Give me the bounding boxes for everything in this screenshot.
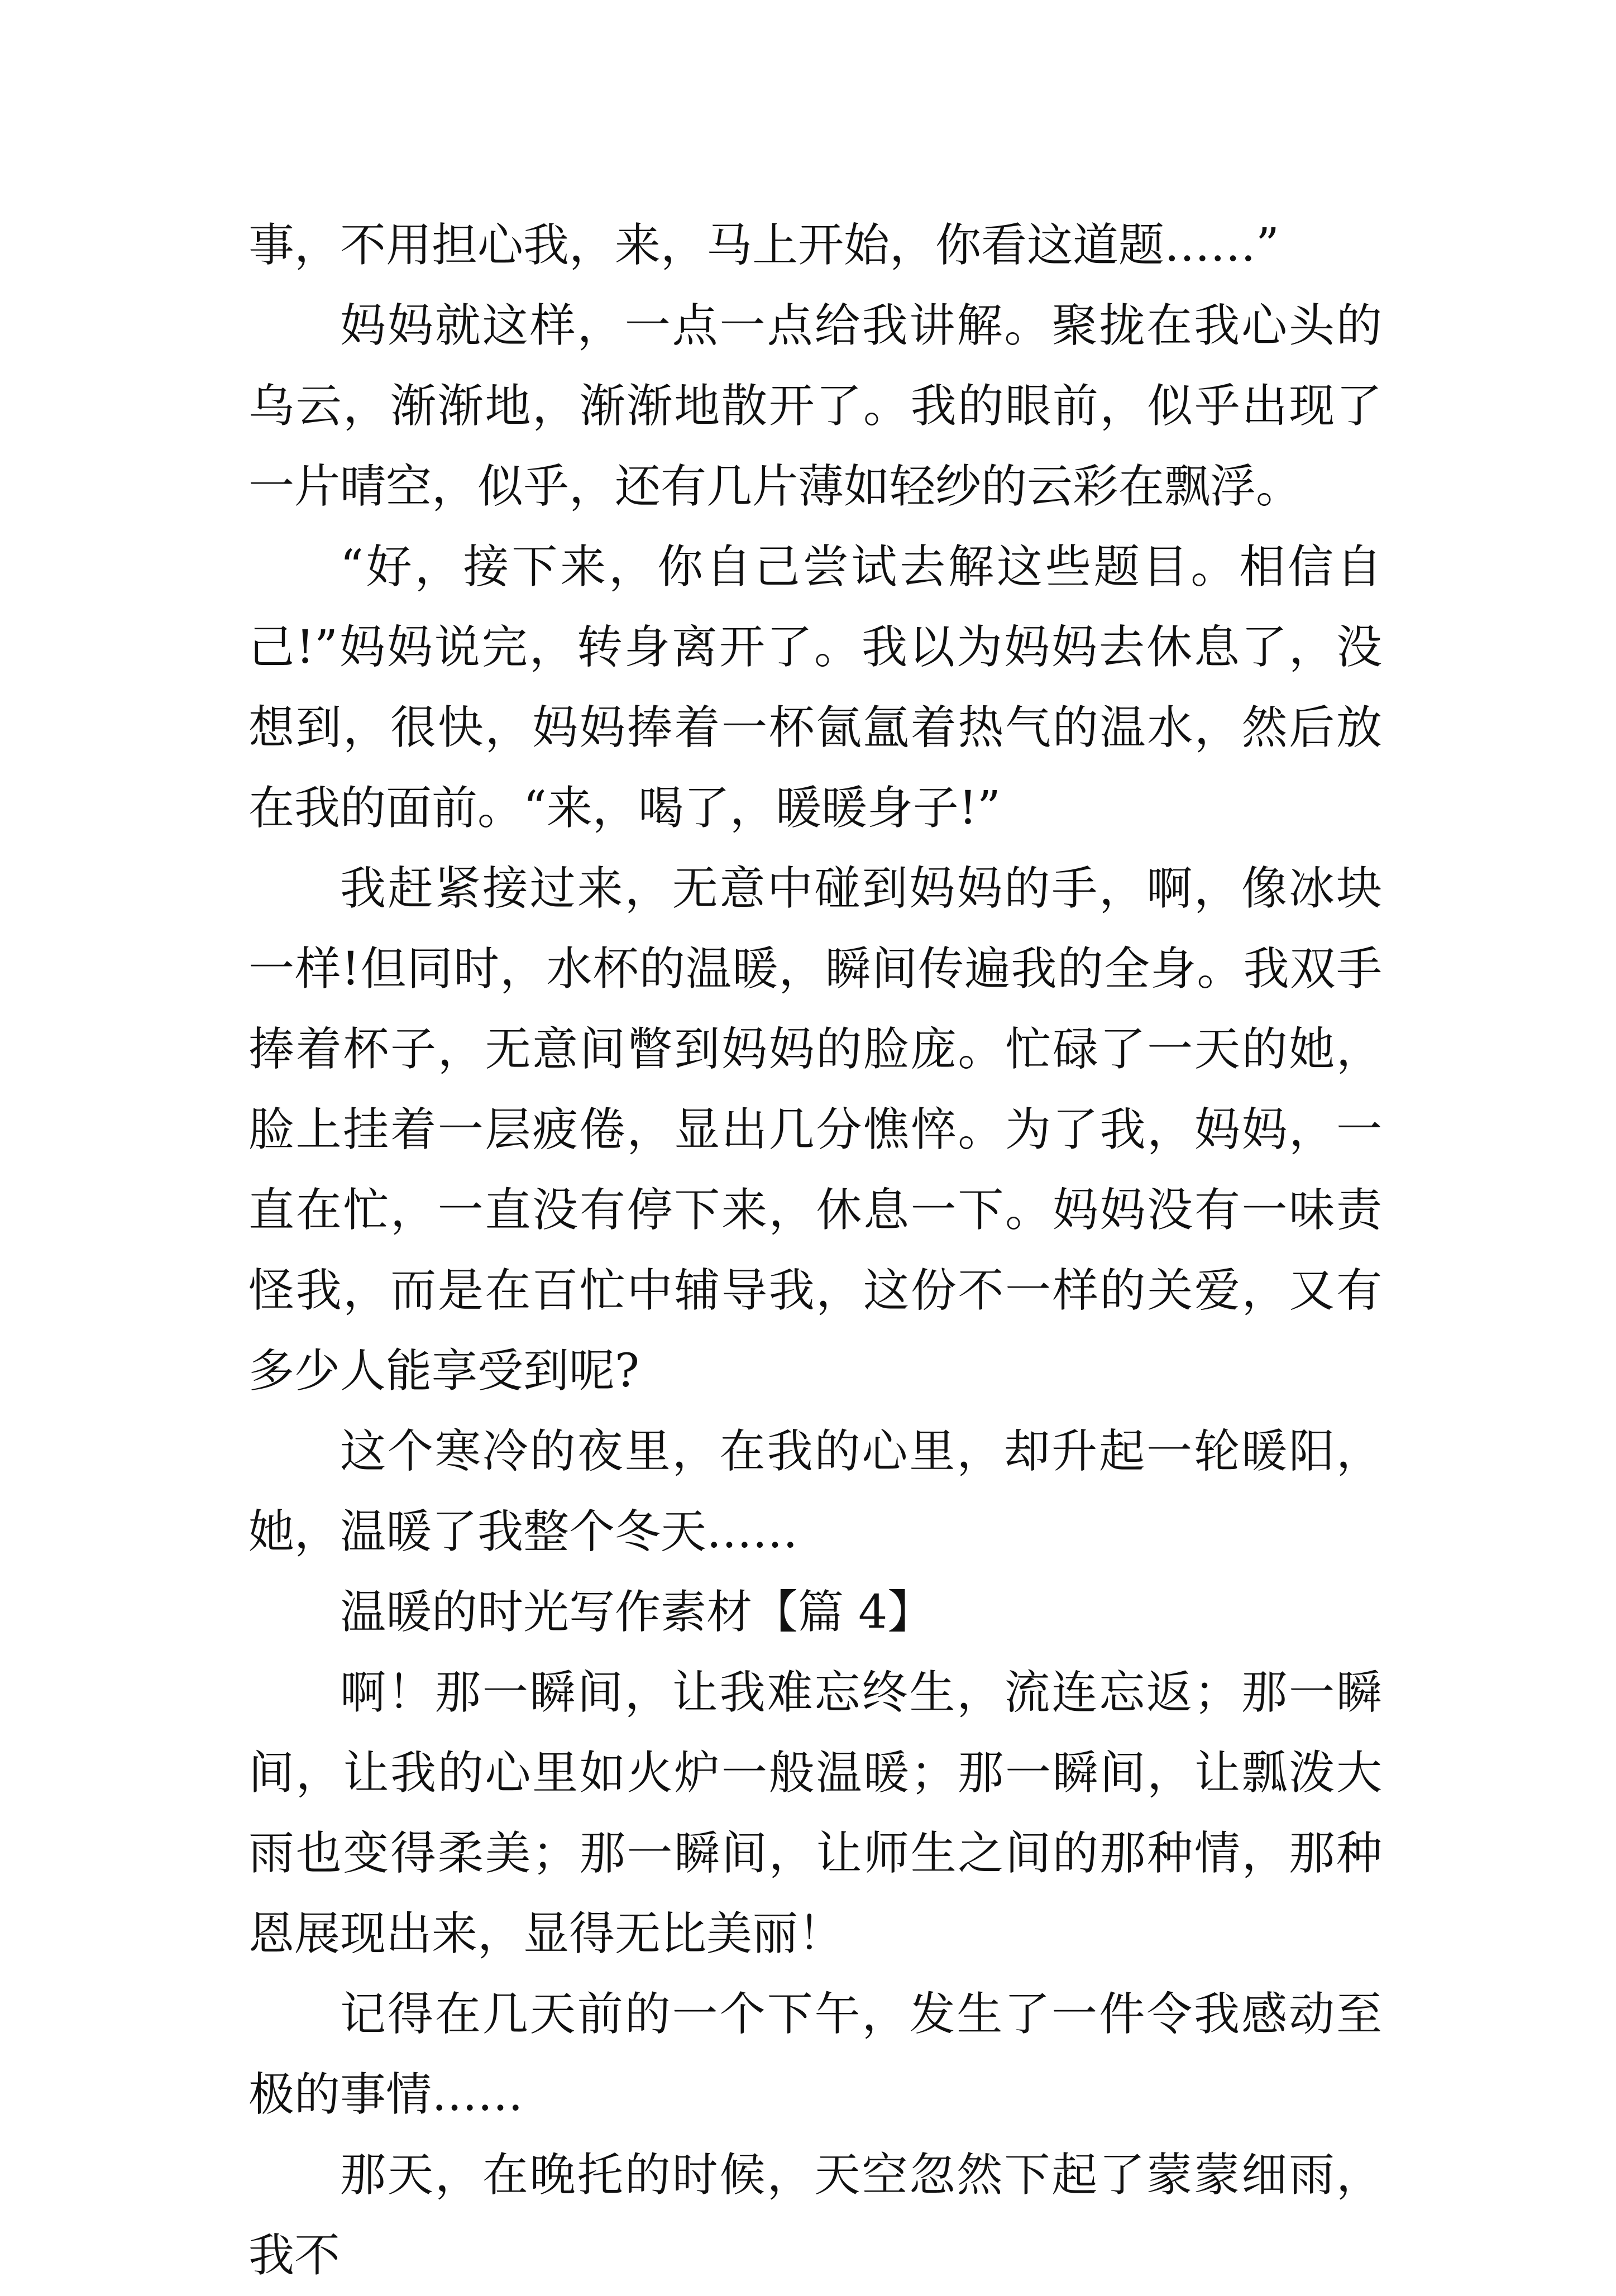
paragraph: 这个寒冷的夜里，在我的心里，却升起一轮暖阳，她，温暖了我整个冬天……: [248, 1425, 1382, 1558]
paragraph: 我赶紧接过来，无意中碰到妈妈的手，啊，像冰块一样!但同时，水杯的温暖，瞬间传遍我的全身。我双手捧着杯子，无意间瞥到妈妈的脸庞。忙碌了一天的她，脸上挂着一层疲倦，显出几分憔悴。为了我，妈妈，一直在忙，一直没有停下来，休息一下。妈妈没有一味责怪我，而是在百忙中辅导我，这份不一样的关爱，又有多少人能享受到呢?: [248, 862, 1382, 1398]
section-heading: 温暖的时光写作素材【篇 4】: [340, 1586, 934, 1639]
paragraph: 那天，在晚托的时候，天空忽然下起了蒙蒙细雨，我不: [248, 2149, 1382, 2282]
paragraph: 啊！那一瞬间，让我难忘终生，流连忘返；那一瞬间，让我的心里如火炉一般温暖；那一瞬间，让瓢泼大雨也变得柔美；那一瞬间，让师生之间的那种情，那种恩展现出来，显得无比美丽！: [248, 1666, 1382, 1960]
paragraph-continuation: 事，不用担心我，来，马上开始，你看这道题……”: [248, 219, 1279, 272]
paragraph: 记得在几天前的一个下午，发生了一件令我感动至极的事情……: [248, 1988, 1382, 2121]
document-body: [248, 205, 1382, 2296]
paragraph: 妈妈就这样，一点一点给我讲解。聚拢在我心头的乌云，渐渐地，渐渐地散开了。我的眼前，似乎出现了一片晴空，似乎，还有几片薄如轻纱的云彩在飘浮。: [248, 299, 1382, 513]
paragraph: “好，接下来，你自己尝试去解这些题目。相信自己!”妈妈说完，转身离开了。我以为妈妈去休息了，没想到，很快，妈妈捧着一杯氤氲着热气的温水，然后放在我的面前。“来，喝了，暖暖身子!”: [248, 540, 1382, 835]
